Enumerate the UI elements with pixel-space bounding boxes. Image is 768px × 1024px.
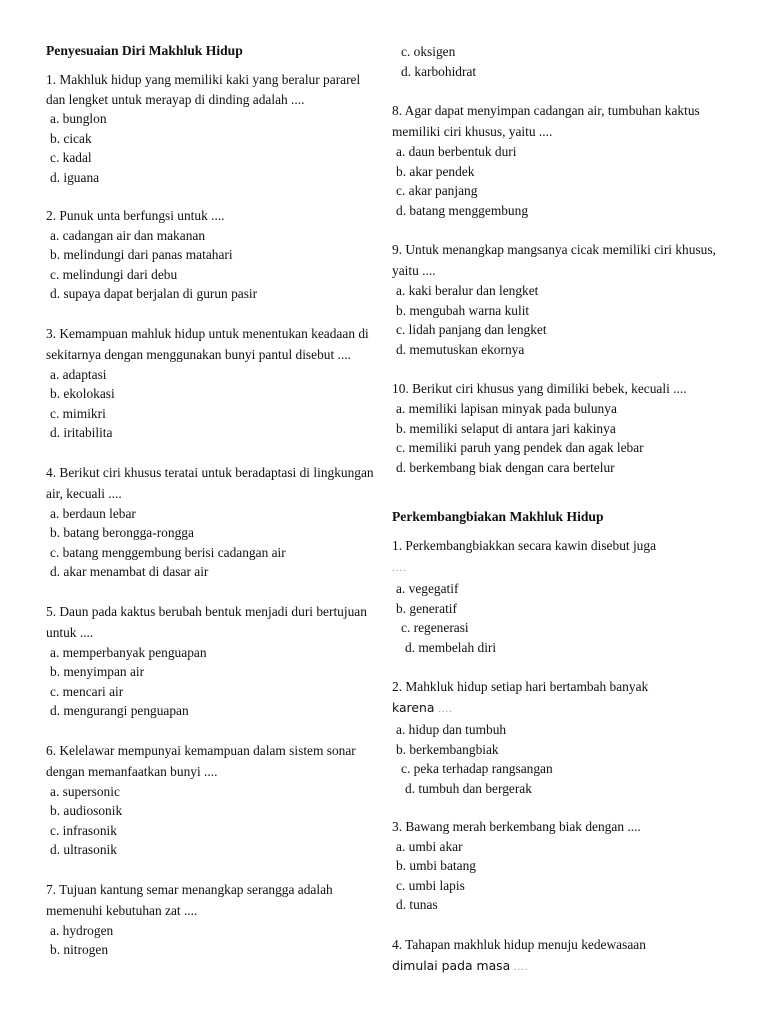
question-5-text: 5. Daun pada kaktus berubah bentuk menjadi duri bertujuan untuk .... — [46, 603, 367, 640]
question-5 — [46, 601, 376, 721]
question-text-line: karena — [392, 700, 435, 715]
option: a. bunglon — [50, 111, 107, 126]
option: c. mencari air — [50, 683, 124, 699]
question-9-text: 9. Untuk menangkap mangsanya cicak memiliki ciri khusus, yaitu .... — [392, 242, 716, 278]
option: d. karbohidrat — [401, 63, 477, 79]
section-title-reproduction: Perkembangbiakan Makhluk Hidup — [392, 509, 604, 524]
question-10 — [392, 378, 732, 477]
answer-blank-dots: .... — [437, 703, 453, 715]
option: d. supaya dapat berjalan di gurun pasir — [50, 286, 258, 301]
question-10-options — [392, 399, 732, 477]
question-2-options — [46, 226, 376, 304]
option: a. berdaun lebar — [50, 505, 136, 521]
option: d. mengurangi penguapan — [50, 703, 189, 718]
question-3 — [46, 323, 376, 443]
reproduction-question-4-text — [392, 934, 732, 978]
option: c. peka terhadap rangsangan — [401, 761, 553, 776]
option: b. memiliki selaput di antara jari kakinya — [396, 420, 616, 436]
option: c. memiliki paruh yang pendek dan agak lebar — [396, 440, 644, 455]
reproduction-question-1 — [392, 535, 732, 657]
left-column — [46, 0, 376, 960]
option: a. memperbanyak penguapan — [50, 644, 207, 660]
option: b. umbi batang — [396, 858, 476, 873]
option: b. ekolokasi — [50, 386, 115, 401]
reproduction-question-3-options — [392, 837, 732, 915]
option: a. adaptasi — [50, 366, 107, 382]
option: b. batang berongga-rongga — [50, 525, 194, 540]
option: b. berkembangbiak — [396, 741, 499, 757]
option: c. mimikri — [50, 405, 106, 421]
right-column — [392, 0, 732, 978]
question-text-line: dimulai pada masa — [392, 957, 511, 973]
reproduction-question-3-text: 3. Bawang merah berkembang biak dengan .... — [392, 819, 641, 834]
option: c. regenerasi — [401, 620, 469, 635]
question-2-text: 2. Punuk unta berfungsi untuk .... — [46, 208, 225, 223]
reproduction-question-4 — [392, 934, 732, 978]
question-6-text: 6. Kelelawar mempunyai kemampuan dalam sistem sonar dengan memanfaatkan bunyi .... — [46, 742, 356, 779]
question-7-options-continued — [392, 42, 732, 81]
option: a. memiliki lapisan minyak pada bulunya — [396, 401, 617, 416]
question-9 — [392, 239, 732, 359]
option: b. audiosonik — [50, 803, 123, 818]
option: a. hidup dan tumbuh — [396, 722, 507, 737]
question-1-text: 1. Makhluk hidup yang memiliki kaki yang beralur pararel dan lengket untuk merayap di dinding adalah .... — [46, 72, 361, 107]
answer-blank-dots: .... — [392, 562, 407, 574]
option: c. batang menggembung berisi cadangan air — [50, 544, 286, 560]
question-3-options — [46, 365, 376, 443]
option: d. tumbuh dan bergerak — [405, 780, 532, 796]
option: c. infrasonik — [50, 822, 117, 838]
option: b. melindungi dari panas matahari — [50, 247, 233, 262]
question-7 — [46, 879, 376, 960]
question-8 — [392, 100, 732, 220]
option: d. batang menggembung — [396, 202, 529, 218]
question-1-options — [46, 109, 376, 187]
question-4-text: 4. Berikut ciri khusus teratai untuk beradaptasi di lingkungan air, kecuali .... — [46, 464, 374, 501]
question-4-options — [46, 504, 376, 582]
question-6 — [46, 740, 376, 860]
option: d. iguana — [50, 169, 100, 185]
option: c. umbi lapis — [396, 877, 465, 893]
question-7-text: 7. Tujuan kantung semar menangkap serangga adalah memenuhi kebutuhan zat .... — [46, 881, 333, 918]
option: a. umbi akar — [396, 838, 463, 854]
question-8-options — [392, 142, 732, 220]
option: a. hydrogen — [50, 922, 114, 938]
question-3-text: 3. Kemampuan mahluk hidup untuk menentukan keadaan di sekitarnya dengan menggunakan bunyi pantul disebut .... — [46, 325, 369, 362]
reproduction-question-1-text — [392, 535, 732, 579]
reproduction-question-2-options — [392, 720, 732, 798]
question-8-text: 8. Agar dapat menyimpan cadangan air, tumbuhan kaktus memiliki ciri khusus, yaitu .... — [392, 103, 700, 139]
option: b. generatif — [396, 600, 457, 616]
question-2 — [46, 206, 376, 304]
reproduction-question-1-options — [392, 579, 732, 657]
option: d. berkembang biak dengan cara bertelur — [396, 459, 615, 475]
option: b. mengubah warna kulit — [396, 302, 530, 318]
question-6-options — [46, 782, 376, 860]
option: b. nitrogen — [50, 942, 109, 957]
option: a. vegegatif — [396, 581, 459, 596]
question-1 — [46, 70, 376, 187]
question-7-options — [46, 921, 376, 960]
option: d. ultrasonik — [50, 842, 117, 857]
question-text-line: 1. Perkembangbiakkan secara kawin disebut juga — [392, 538, 657, 553]
option: c. melindungi dari debu — [50, 266, 178, 282]
option: c. akar panjang — [396, 183, 478, 198]
reproduction-question-3 — [392, 817, 732, 915]
option: d. akar menambat di dasar air — [50, 564, 209, 579]
answer-blank-dots: .... — [513, 960, 529, 973]
option: a. cadangan air dan makanan — [50, 227, 206, 243]
option: b. akar pendek — [396, 163, 475, 179]
option: b. cicak — [50, 130, 92, 146]
option: c. lidah panjang dan lengket — [396, 322, 547, 337]
option: a. kaki beralur dan lengket — [396, 283, 539, 298]
option: c. kadal — [50, 150, 92, 165]
option: b. menyimpan air — [50, 664, 145, 679]
reproduction-question-2 — [392, 676, 732, 798]
question-9-options — [392, 281, 732, 359]
question-10-text: 10. Berikut ciri khusus yang dimiliki bebek, kecuali .... — [392, 381, 687, 396]
reproduction-question-2-text — [392, 676, 732, 720]
section-title-adaptation: Penyesuaian Diri Makhluk Hidup — [46, 43, 243, 58]
option: d. tunas — [396, 897, 438, 912]
option: c. oksigen — [401, 44, 456, 59]
option: d. membelah diri — [405, 639, 497, 655]
option: d. iritabilita — [50, 425, 113, 440]
option: d. memutuskan ekornya — [396, 341, 525, 357]
option: a. supersonic — [50, 783, 120, 799]
question-4 — [46, 462, 376, 582]
option: a. daun berbentuk duri — [396, 144, 517, 159]
question-text-line: 4. Tahapan makhluk hidup menuju kedewasaan — [392, 936, 646, 952]
question-text-line: 2. Mahkluk hidup setiap hari bertambah banyak — [392, 679, 649, 694]
question-5-options — [46, 643, 376, 721]
